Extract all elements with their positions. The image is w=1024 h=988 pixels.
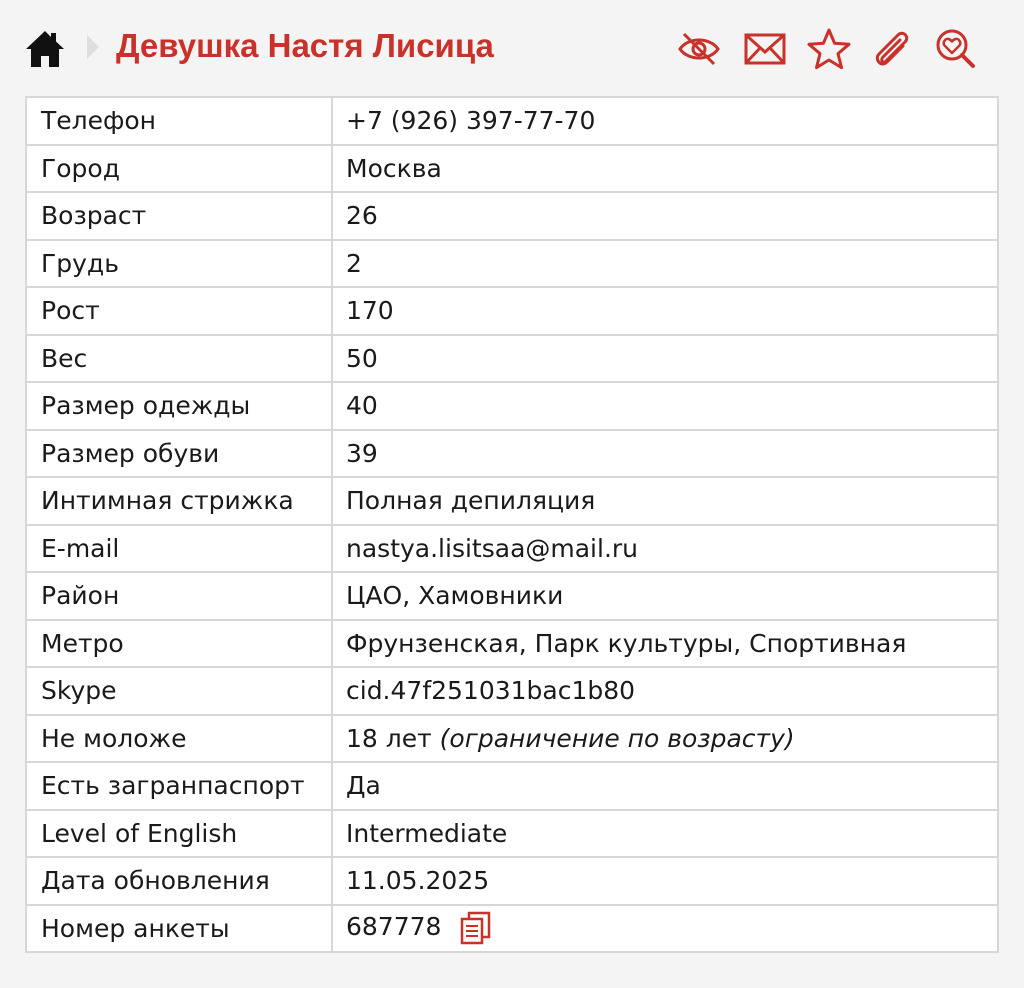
clothing-size-value: 40 [332, 382, 998, 430]
age-value: 26 [332, 192, 998, 240]
row-label: Размер одежды [26, 382, 332, 430]
district-value: ЦАО, Хамовники [332, 572, 998, 620]
row-label: Возраст [26, 192, 332, 240]
weight-value: 50 [332, 335, 998, 383]
table-row [26, 430, 998, 478]
table-row [26, 525, 998, 573]
table-row [26, 97, 998, 145]
star-icon[interactable] [806, 26, 852, 72]
copy-icon[interactable] [459, 910, 493, 946]
grooming-value: Полная депиляция [332, 477, 998, 525]
table-row [26, 762, 998, 810]
profile-number-text: 687778 [346, 912, 442, 942]
row-label: Номер анкеты [26, 905, 332, 953]
shoe-size-value: 39 [332, 430, 998, 478]
table-row [26, 382, 998, 430]
row-label: Телефон [26, 97, 332, 145]
table-row [26, 810, 998, 858]
profile-table [25, 96, 999, 953]
english-level-value: Intermediate [332, 810, 998, 858]
row-label: Level of English [26, 810, 332, 858]
breadcrumb-arrow-icon [84, 32, 102, 62]
table-row [26, 715, 998, 763]
table-row [26, 145, 998, 193]
heart-search-icon[interactable] [932, 26, 978, 72]
table-row [26, 477, 998, 525]
row-label: E-mail [26, 525, 332, 573]
city-value: Москва [332, 145, 998, 193]
row-label: Рост [26, 287, 332, 335]
table-row [26, 572, 998, 620]
skype-value[interactable]: cid.47f251031bac1b80 [332, 667, 998, 715]
row-label: Skype [26, 667, 332, 715]
metro-value: Фрунзенская, Парк культуры, Спортивная [332, 620, 998, 668]
mail-icon[interactable] [742, 26, 788, 72]
row-label: Есть загранпаспорт [26, 762, 332, 810]
table-row [26, 620, 998, 668]
row-label: Грудь [26, 240, 332, 288]
height-value: 170 [332, 287, 998, 335]
table-row [26, 667, 998, 715]
passport-value: Да [332, 762, 998, 810]
page-header [0, 0, 1024, 96]
table-row [26, 287, 998, 335]
row-label: Вес [26, 335, 332, 383]
bust-value: 2 [332, 240, 998, 288]
min-age-text: 18 лет [346, 723, 432, 753]
page-title: Девушка Настя Лисица [116, 27, 494, 64]
row-label: Район [26, 572, 332, 620]
home-icon[interactable] [24, 28, 66, 70]
phone-value[interactable]: +7 (926) 397-77-70 [332, 97, 998, 145]
table-row [26, 192, 998, 240]
table-row [26, 905, 998, 953]
row-label: Размер обуви [26, 430, 332, 478]
row-label: Город [26, 145, 332, 193]
row-label: Интимная стрижка [26, 477, 332, 525]
min-age-note: (ограничение по возрасту) [439, 723, 795, 753]
row-label: Метро [26, 620, 332, 668]
row-label: Не моложе [26, 715, 332, 763]
paperclip-icon[interactable] [870, 26, 916, 72]
hide-icon[interactable] [676, 26, 722, 72]
table-row [26, 240, 998, 288]
email-value[interactable]: nastya.lisitsaa@mail.ru [332, 525, 998, 573]
updated-date-value: 11.05.2025 [332, 857, 998, 905]
profile-number-value [332, 905, 998, 953]
row-label: Дата обновления [26, 857, 332, 905]
table-row [26, 857, 998, 905]
table-row [26, 335, 998, 383]
min-age-value [332, 715, 998, 763]
